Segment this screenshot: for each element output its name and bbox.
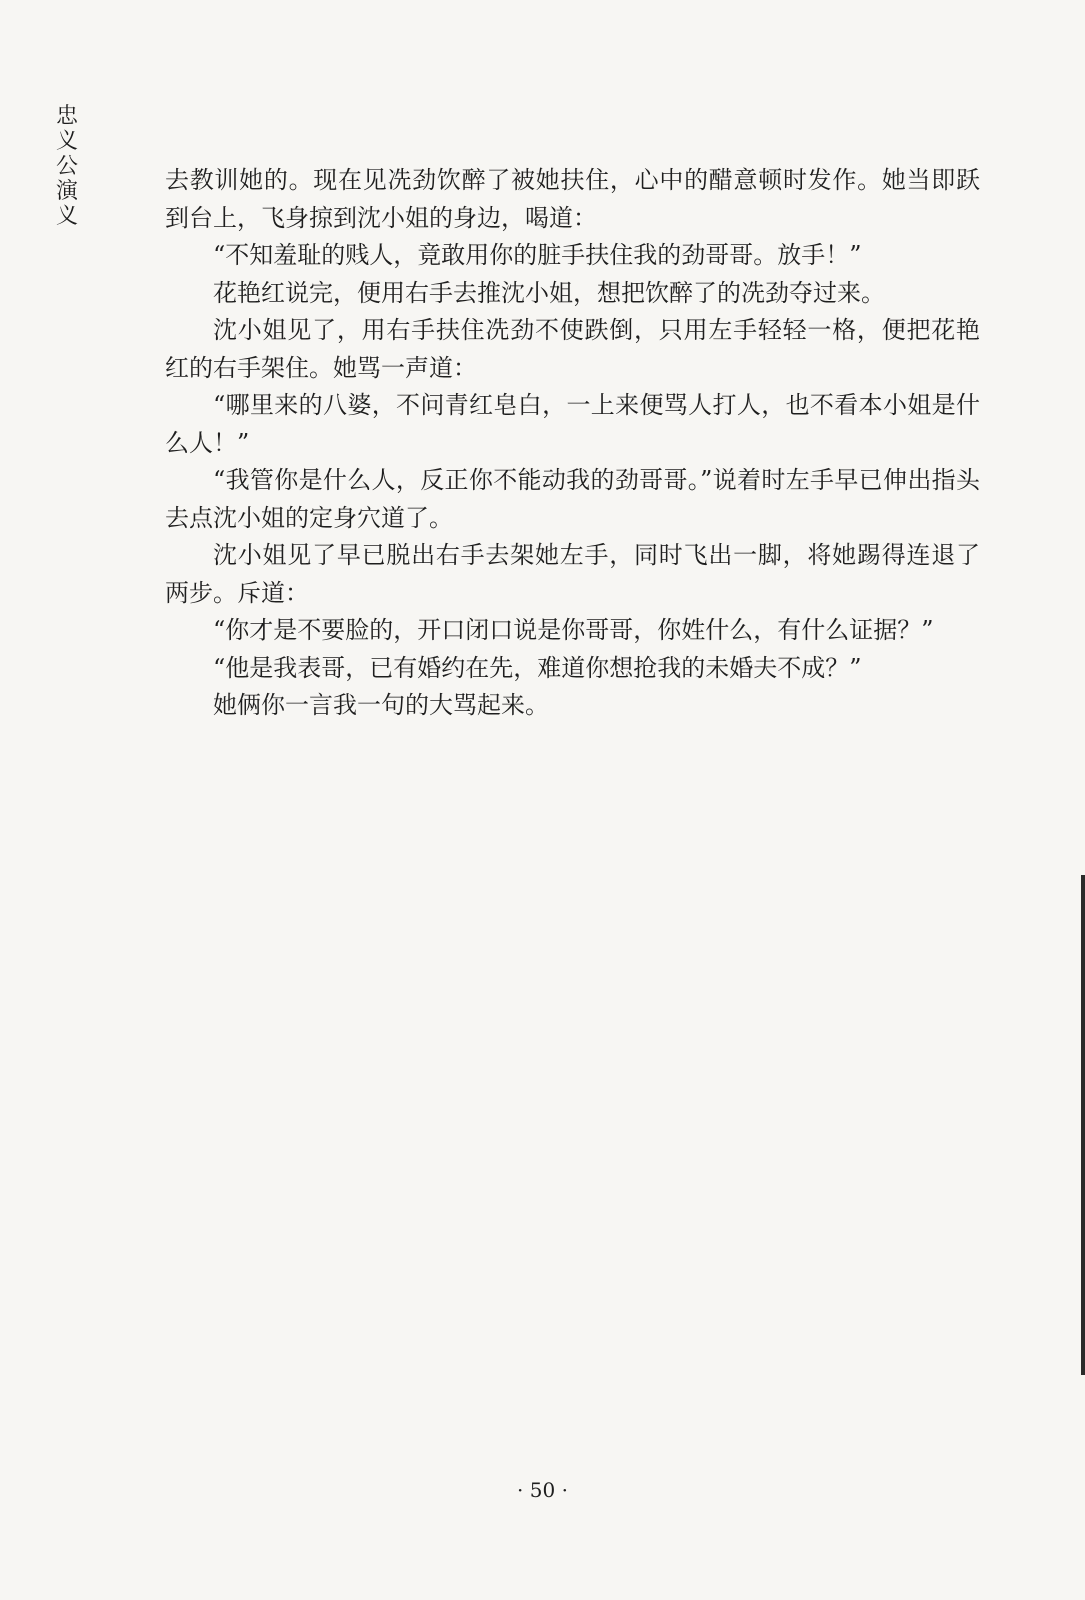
page-number: · 50 · <box>517 1478 568 1502</box>
scan-edge-shadow <box>1081 875 1085 1375</box>
paragraph: 花艳红说完，便用右手去推沈小姐，想把饮醉了的冼劲夺过来。 <box>213 278 885 307</box>
paragraph: “哪里来的八婆，不问青红皂白，一上来便骂人打人，也不看本小姐是什么人！” <box>165 391 980 457</box>
paragraph: “不知羞耻的贱人，竟敢用你的脏手扶住我的劲哥哥。放手！” <box>213 241 862 269</box>
paragraph: “他是我表哥，已有婚约在先，难道你想抢我的未婚夫不成？” <box>213 653 862 682</box>
paragraph: “你才是不要脸的，开口闭口说是你哥哥，你姓什么，有什么证据？” <box>213 616 934 644</box>
paragraph: “我管你是什么人，反正你不能动我的劲哥哥。”说着时左手早已伸出指头去点沈小姐的定身穴道了。 <box>165 466 980 532</box>
paragraph: 沈小姐见了早已脱出右手去架她左手，同时飞出一脚，将她踢得连退了两步。斥道： <box>165 541 980 607</box>
paragraph: 沈小姐见了，用右手扶住冼劲不使跌倒，只用左手轻轻一格，便把花艳红的右手架住。她骂一声道： <box>165 316 980 382</box>
paragraph: 去教训她的。现在见冼劲饮醉了被她扶住，心中的醋意顿时发作。她当即跃到台上，飞身掠到沈小姐的身边，喝道： <box>165 166 980 232</box>
paragraph: 她俩你一言我一句的大骂起来。 <box>213 691 549 719</box>
body-text <box>165 162 980 725</box>
running-title: 忠义公演义 <box>55 104 78 229</box>
